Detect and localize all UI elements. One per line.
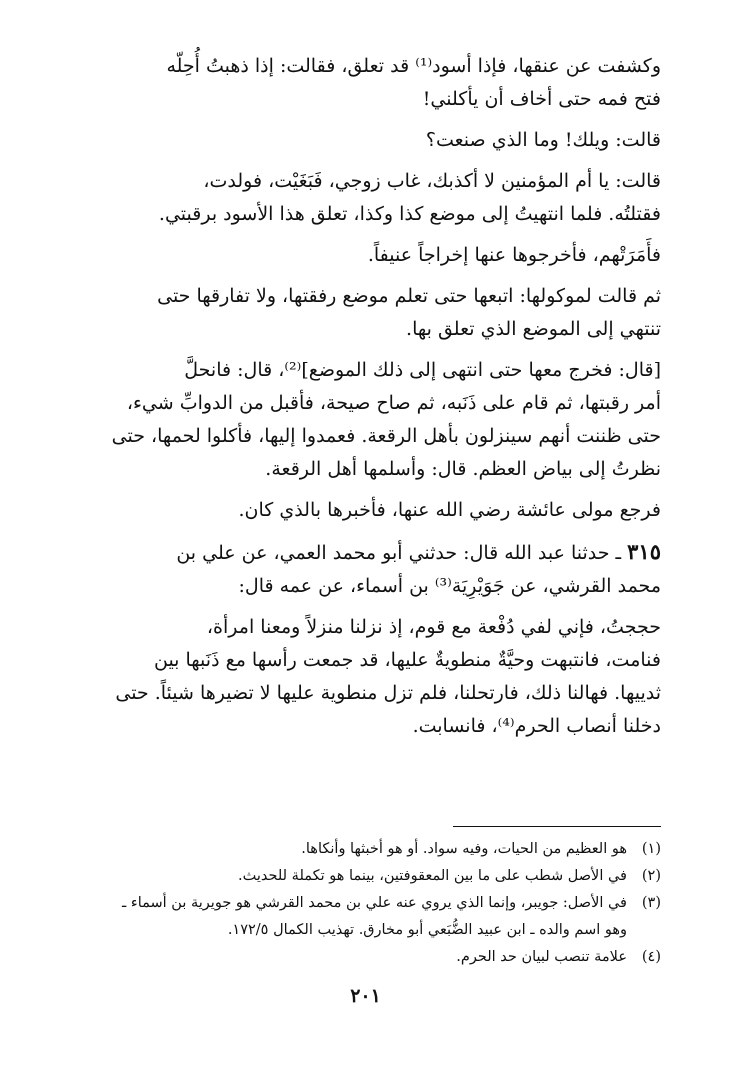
text-line: فأَمَرَتْهم، فأخرجوها عنها إخراجاً عنيفاً. xyxy=(367,244,661,266)
text-line: دخلنا أنصاب الحرم⁽⁴⁾، فانسابت. xyxy=(412,715,661,737)
paragraph xyxy=(71,494,661,527)
text-line: فقتلتُه. فلما انتهيتُ إلى موضع كذا وكذا، تعلق هذا الأسود برقبتي. xyxy=(158,203,661,225)
text-line: محمد القرشي، عن جَوَيْرِيَة⁽³⁾ بن أسماء، عن عمه قال: xyxy=(238,575,661,597)
text-line: ثدييها. فهالنا ذلك، فارتحلنا، فلم تزل منطوية عليها لا تضيرها شيئاً. حتى xyxy=(115,682,661,704)
text-line: ثم قالت لموكولها: اتبعها حتى تعلم موضع رفقتها، ولا تفارقها حتى xyxy=(157,285,661,307)
footnote-text: في الأصل: جويبر، وإنما الذي يروي عنه علي بن محمد القرشي هو جويرية بن أسماء ـ xyxy=(122,895,627,911)
footnote-number: (١) xyxy=(641,841,661,857)
page-number: ٢٠١ xyxy=(350,985,381,1007)
hadith-paragraph xyxy=(71,535,661,603)
hadith-text: ـ حدثنا عبد الله قال: حدثني أبو محمد العمي، عن علي بن xyxy=(176,542,622,564)
paragraph xyxy=(71,611,661,743)
text-line xyxy=(71,535,661,570)
text-line: نظرتُ إلى بياض العظم. قال: وأسلمها أهل الرقعة. xyxy=(265,458,661,480)
footnote-text: علامة تنصب لبيان حد الحرم. xyxy=(456,949,627,965)
text-line: قالت: ويلك! وما الذي صنعت؟ xyxy=(425,129,661,151)
paragraph xyxy=(71,354,661,486)
paragraph xyxy=(71,280,661,346)
text-line: وكشفت عن عنقها، فإذا أسود⁽¹⁾ قد تعلق، فقالت: إذا ذهبتُ أُحِلّه xyxy=(166,55,661,77)
text-line: [قال: فخرج معها حتى انتهى إلى ذلك الموضع]⁽²⁾، قال: فانحلَّ xyxy=(184,359,661,381)
text-line: فرجع مولى عائشة رضي الله عنها، فأخبرها بالذي كان. xyxy=(238,499,661,521)
paragraph xyxy=(71,50,661,116)
footnote xyxy=(71,863,661,890)
text-line: حتى ظننت أنهم سينزلون بأهل الرقعة. فعمدوا إليها، فأكلوا لحمها، حتى xyxy=(111,425,661,447)
footnote-text: هو العظيم من الحيات، وفيه سواد. أو هو أخبثها وأنكاها. xyxy=(301,841,627,857)
paragraph xyxy=(71,124,661,157)
footnotes xyxy=(71,836,661,971)
hadith-number: ٣١٥ xyxy=(627,539,661,564)
footnote-number: (٢) xyxy=(641,868,661,884)
footnote-number: (٣) xyxy=(641,895,661,911)
text-line: فتح فمه حتى أخاف أن يأكلني! xyxy=(422,88,661,110)
footnote xyxy=(71,890,661,917)
main-text xyxy=(71,50,661,751)
text-line: أمر رقبتها، ثم قام على ذَنَبه، ثم صاح صيحة، فأقبل من الدوابِّ شيء، xyxy=(126,392,661,414)
footnote-divider xyxy=(453,826,661,827)
footnote-text: في الأصل شطب على ما بين المعقوفتين، بينما هو تكملة للحديث. xyxy=(237,868,627,884)
text-line: فنامت، فانتبهت وحيَّةٌ منطويةٌ عليها، قد جمعت رأسها مع ذَنَبها بين xyxy=(153,649,661,671)
footnote-number: (٤) xyxy=(641,949,661,965)
paragraph xyxy=(71,165,661,231)
text-line: قالت: يا أم المؤمنين لا أكذبك، غاب زوجي، فَبَغَيْت، فولدت، xyxy=(203,170,661,192)
paragraph xyxy=(71,239,661,272)
footnote xyxy=(71,944,661,971)
footnote-continuation: وهو اسم والده ـ ابن عبيد الضُّبَعي أبو مخارق. تهذيب الكمال ١٧٢/٥. xyxy=(227,922,627,938)
text-line: تنتهي إلى الموضع الذي تعلق بها. xyxy=(406,318,661,340)
text-line: حججتُ، فإني لفي دُفْعة مع قوم، إذ نزلنا منزلاً ومعنا امرأة، xyxy=(206,616,661,638)
footnote xyxy=(71,836,661,863)
